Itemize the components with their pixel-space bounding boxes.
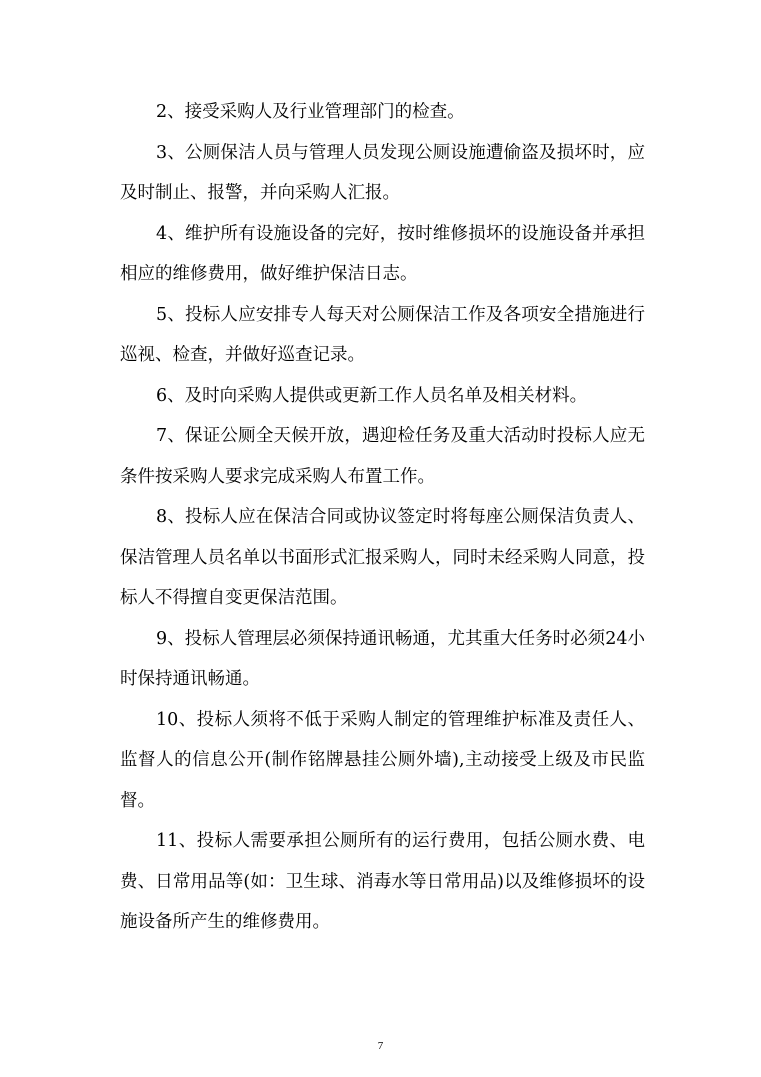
paragraph-item-10: 10、投标人须将不低于采购人制定的管理维护标准及责任人、监督人的信息公开(制作铭牌悬挂公厕外墙),主动接受上级及市民监督。 bbox=[120, 709, 645, 811]
paragraph-item-11: 11、投标人需要承担公厕所有的运行费用，包括公厕水费、电费、日常用品等(如：卫生球、消毒水等日常用品)以及维修损坏的设施设备所产生的维修费用。 bbox=[120, 831, 645, 932]
paragraph-item-5: 5、投标人应安排专人每天对公厕保洁工作及各项安全措施进行巡视、检查，并做好巡查记录。 bbox=[120, 304, 645, 365]
paragraph-item-7: 7、保证公厕全天候开放，遇迎检任务及重大活动时投标人应无条件按采购人要求完成采购人布置工作。 bbox=[120, 426, 645, 487]
page-number: 7 bbox=[377, 1040, 384, 1052]
paragraph-item-3: 3、公厕保洁人员与管理人员发现公厕设施遭偷盗及损坏时，应及时制止、报警，并向采购人汇报。 bbox=[120, 142, 645, 203]
paragraph-item-8: 8、投标人应在保洁合同或协议签定时将每座公厕保洁负责人、保洁管理人员名单以书面形式汇报采购人，同时未经采购人同意，投标人不得擅自变更保洁范围。 bbox=[120, 507, 645, 608]
paragraph-item-4: 4、维护所有设施设备的完好，按时维修损坏的设施设备并承担相应的维修费用，做好维护保洁日志。 bbox=[120, 223, 645, 284]
paragraph-item-2: 2、接受采购人及行业管理部门的检查。 bbox=[156, 102, 465, 122]
paragraph-item-9: 9、投标人管理层必须保持通讯畅通，尤其重大任务时必须24小时保持通讯畅通。 bbox=[120, 628, 645, 689]
paragraph-item-6: 6、及时向采购人提供或更新工作人员名单及相关材料。 bbox=[156, 385, 588, 406]
document-body bbox=[120, 92, 645, 943]
